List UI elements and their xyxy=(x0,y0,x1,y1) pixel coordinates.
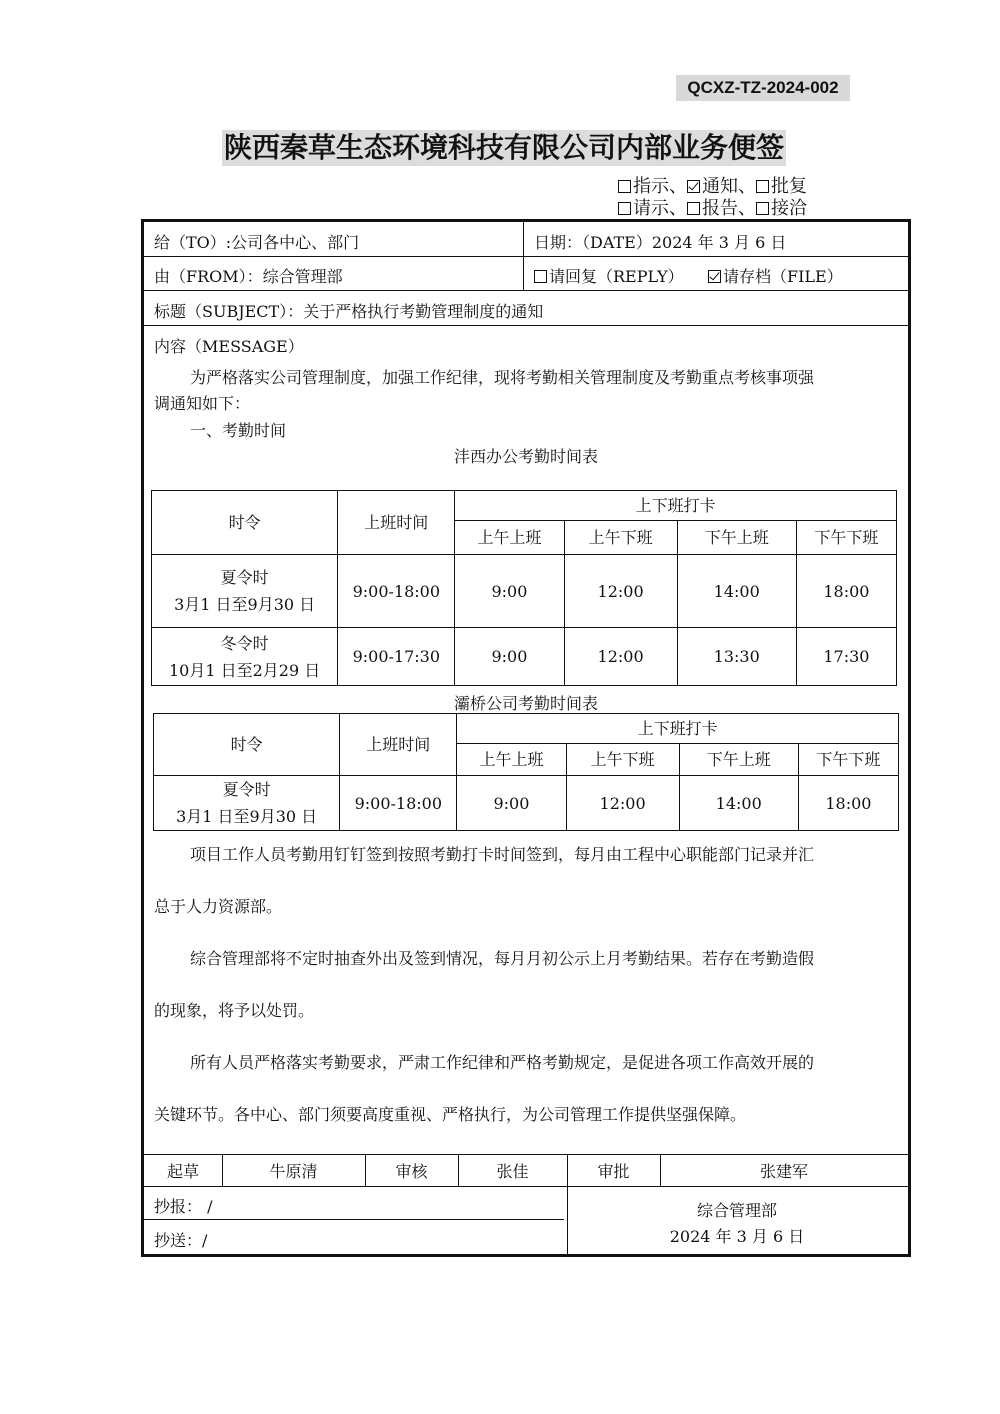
issuer: 综合管理部 xyxy=(696,1201,777,1220)
header-cell: 时令 xyxy=(154,714,340,776)
season-period: 3月1 日至9月30 日 xyxy=(174,595,316,614)
review-label: 审核 xyxy=(395,1161,428,1181)
divider xyxy=(144,1186,908,1187)
attendance-table-fengxi xyxy=(151,490,897,686)
season-name: 夏令时 xyxy=(222,780,271,799)
header-cell: 下午上班 xyxy=(679,744,798,776)
header-cell: 下午上班 xyxy=(677,521,796,555)
divider xyxy=(144,256,908,257)
body-paragraph: 的现象，将予以处罚。 xyxy=(154,1001,315,1020)
draft-label: 起草 xyxy=(166,1161,199,1181)
table-cell: 18:00 xyxy=(796,555,896,628)
file-label: 请存档（FILE） xyxy=(723,267,843,286)
header-cell: 上午下班 xyxy=(564,521,677,555)
season-name: 冬令时 xyxy=(220,633,269,653)
file-option[interactable] xyxy=(708,264,843,287)
body-paragraph: 关键环节。各中心、部门须要高度重视、严格执行，为公司管理工作提供坚强保障。 xyxy=(154,1105,747,1124)
header-cell: 上班时间 xyxy=(340,714,457,776)
subject-field: 标题（SUBJECT）：关于严格执行考勤管理制度的通知 xyxy=(154,302,544,321)
review-name: 张佳 xyxy=(496,1161,529,1181)
reply-option[interactable] xyxy=(534,264,684,287)
memo-form xyxy=(141,219,911,1257)
intro-line: 调通知如下： xyxy=(154,394,251,413)
header-cell: 时令 xyxy=(152,491,338,555)
table-cell: 12:00 xyxy=(564,555,677,628)
table-cell: 14:00 xyxy=(679,776,798,831)
season-cell xyxy=(152,555,338,628)
checkbox-icon[interactable] xyxy=(708,270,721,283)
body-paragraph: 总于人力资源部。 xyxy=(154,897,283,916)
type-label: 指示、 xyxy=(633,176,687,197)
issue-date: 2024 年 3 月 6 日 xyxy=(669,1227,805,1246)
checkbox-icon[interactable] xyxy=(618,180,631,193)
divider xyxy=(144,1219,564,1220)
draft-name: 牛原清 xyxy=(269,1161,318,1181)
divider xyxy=(523,222,524,290)
header-cell: 上下班打卡 xyxy=(455,491,897,521)
divider xyxy=(144,325,908,326)
table-cell: 9:00 xyxy=(455,628,564,686)
table-cell: 14:00 xyxy=(677,555,796,628)
type-label: 批复 xyxy=(771,176,807,197)
checkbox-icon[interactable] xyxy=(756,202,769,215)
approve-label: 审批 xyxy=(597,1161,630,1181)
table-row xyxy=(152,628,897,686)
season-period: 10月1 日至2月29 日 xyxy=(168,660,321,680)
section-heading: 一、考勤时间 xyxy=(190,421,287,440)
reply-label: 请回复（REPLY） xyxy=(549,267,684,286)
header-cell: 上午下班 xyxy=(566,744,679,776)
table-row xyxy=(152,555,897,628)
season-name: 夏令时 xyxy=(220,568,269,587)
type-label: 接洽 xyxy=(771,198,807,219)
message-label: 内容（MESSAGE） xyxy=(154,337,304,356)
document-type-options xyxy=(618,176,807,220)
table-cell: 9:00-17:30 xyxy=(338,628,455,686)
body-paragraph: 项目工作人员考勤用钉钉签到按照考勤打卡时间签到，每月由工程中心职能部门记录并汇 xyxy=(190,845,815,864)
intro-line: 为严格落实公司管理制度，加强工作纪律，现将考勤相关管理制度及考勤重点考核事项强 xyxy=(190,368,815,387)
table-cell: 18:00 xyxy=(798,776,898,831)
checkbox-icon[interactable] xyxy=(756,180,769,193)
table-cell: 9:00-18:00 xyxy=(340,776,457,831)
season-period: 3月1 日至9月30 日 xyxy=(176,807,318,826)
type-label: 报告、 xyxy=(702,198,756,219)
table-cell: 9:00 xyxy=(457,776,566,831)
document-number: QCXZ-TZ-2024-002 xyxy=(676,75,850,101)
table-cell: 12:00 xyxy=(564,628,677,686)
page-title: 陕西秦草生态环境科技有限公司内部业务便签 xyxy=(224,131,785,164)
header-cell: 上午上班 xyxy=(457,744,566,776)
attendance-table-baqiao xyxy=(153,713,899,831)
table-row xyxy=(154,776,899,831)
from-field: 由（FROM）：综合管理部 xyxy=(154,267,343,286)
divider xyxy=(144,290,908,291)
header-cell: 上班时间 xyxy=(338,491,455,555)
table-cell: 9:00-18:00 xyxy=(338,555,455,628)
table-cell: 17:30 xyxy=(796,628,896,686)
header-cell: 下午下班 xyxy=(796,521,896,555)
checkbox-icon[interactable] xyxy=(687,202,700,215)
checkbox-icon[interactable] xyxy=(687,180,700,193)
header-cell: 下午下班 xyxy=(798,744,898,776)
header-cell: 上下班打卡 xyxy=(457,714,899,744)
body-paragraph: 综合管理部将不定时抽查外出及签到情况，每月月初公示上月考勤结果。若存在考勤造假 xyxy=(190,949,815,968)
cc-report: 抄报： / xyxy=(154,1197,213,1216)
table-cell: 9:00 xyxy=(455,555,564,628)
table-title: 沣西办公考勤时间表 xyxy=(453,447,598,466)
table-title: 灞桥公司考勤时间表 xyxy=(453,694,598,713)
table-cell: 13:30 xyxy=(677,628,796,686)
date-field: 日期：（DATE）2024 年 3 月 6 日 xyxy=(534,233,787,252)
table-cell: 12:00 xyxy=(566,776,679,831)
checkbox-icon[interactable] xyxy=(534,270,547,283)
cc-send: 抄送：/ xyxy=(154,1231,208,1250)
season-cell xyxy=(152,628,338,686)
to-field: 给（TO）:公司各中心、部门 xyxy=(154,233,360,252)
approve-name: 张建军 xyxy=(759,1161,808,1181)
season-cell xyxy=(154,776,340,831)
type-label: 通知、 xyxy=(702,176,756,197)
header-cell: 上午上班 xyxy=(455,521,564,555)
type-label: 请示、 xyxy=(633,198,687,219)
body-paragraph: 所有人员严格落实考勤要求，严肃工作纪律和严格考勤规定，是促进各项工作高效开展的 xyxy=(190,1053,815,1072)
checkbox-icon[interactable] xyxy=(618,202,631,215)
